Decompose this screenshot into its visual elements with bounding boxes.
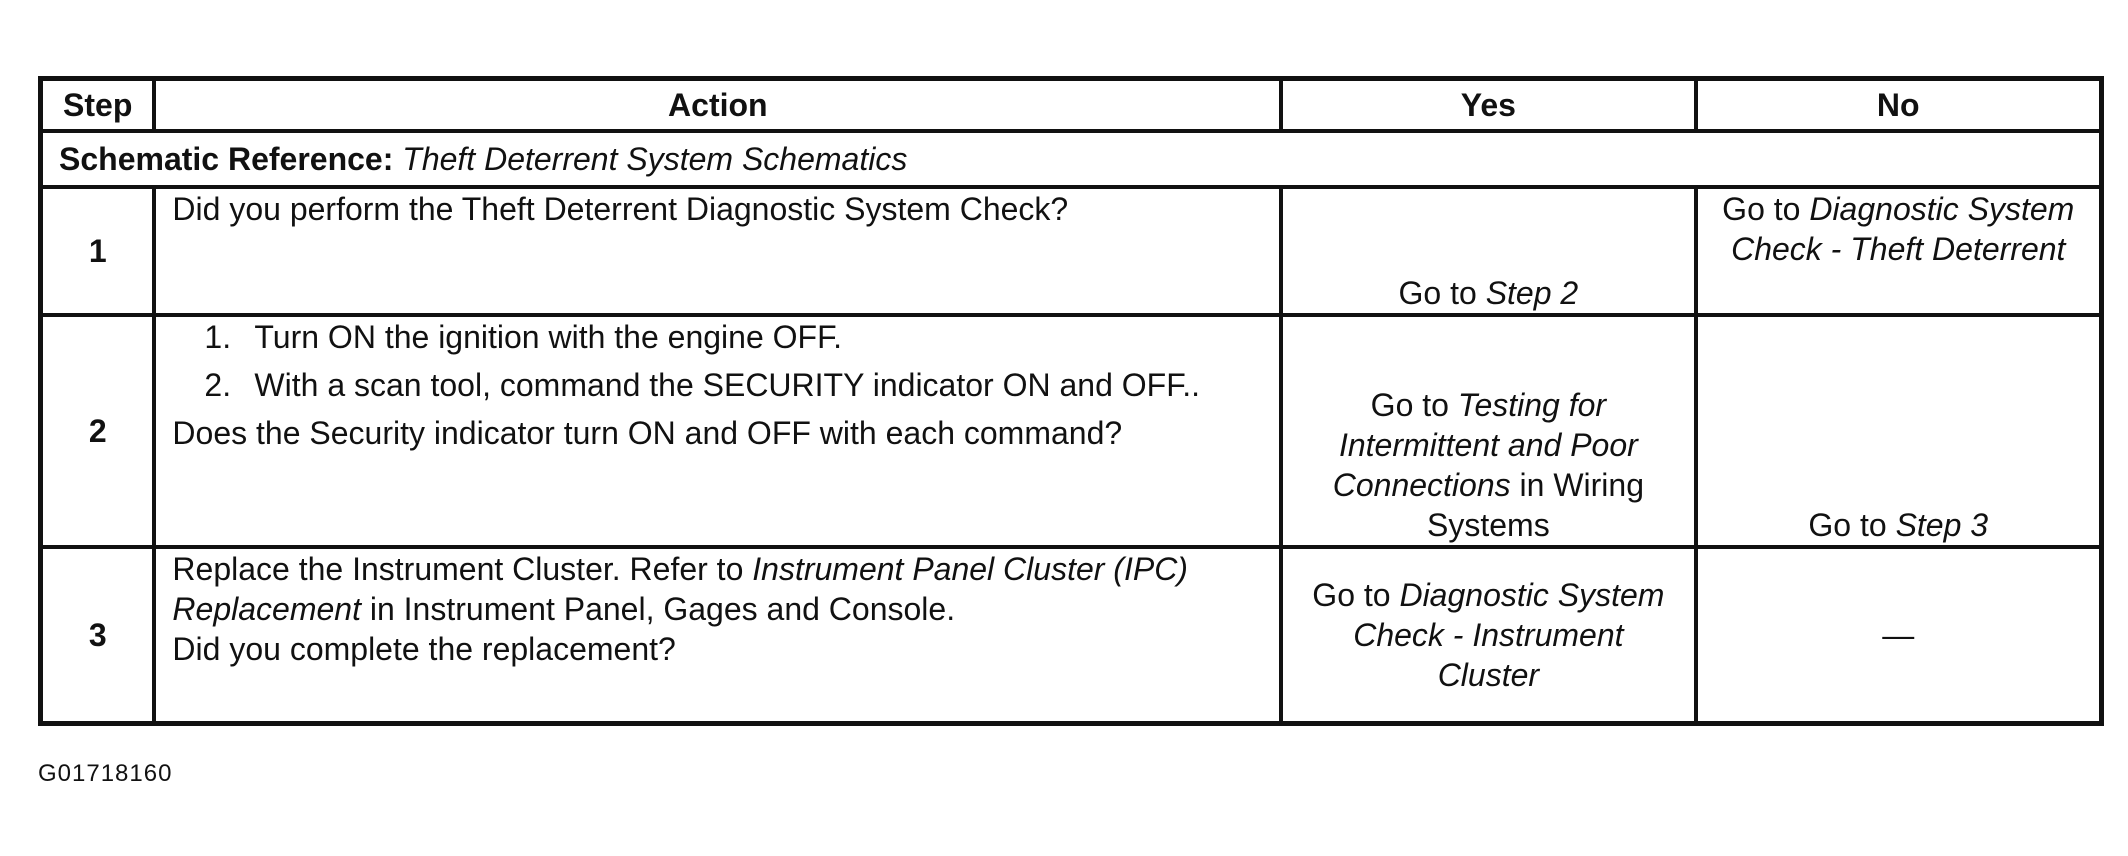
question-text: Does the Security indicator turn ON and OFF with each command? xyxy=(172,415,1123,451)
schematic-reference-row xyxy=(41,131,2102,187)
header-yes: Yes xyxy=(1281,79,1695,132)
yes-suffix: in Wiring Systems xyxy=(1427,467,1644,543)
table-row xyxy=(41,187,2102,315)
yes-cell xyxy=(1281,315,1695,547)
action-instruction xyxy=(172,549,1263,629)
header-step: Step xyxy=(41,79,155,132)
yes-prefix: Go to xyxy=(1312,576,1400,613)
yes-prefix: Go to xyxy=(1398,275,1486,311)
schematic-reference-cell xyxy=(41,131,2102,187)
action-link[interactable]: Instrument Panel Cluster (IPC) Replacement xyxy=(172,551,1188,627)
no-cell xyxy=(1696,547,2102,723)
action-prefix: Replace the Instrument Cluster. Refer to xyxy=(172,551,753,587)
schematic-reference-link[interactable]: Theft Deterrent System Schematics xyxy=(402,141,908,177)
substep-text: Turn ON the ignition with the engine OFF. xyxy=(254,319,842,355)
no-cell xyxy=(1696,187,2102,315)
yes-cell xyxy=(1281,187,1695,315)
action-cell xyxy=(154,547,1281,723)
no-link[interactable]: Diagnostic System Check - Theft Deterrent xyxy=(1731,191,2075,267)
diagnostic-table xyxy=(38,76,2104,726)
header-row xyxy=(41,79,2102,132)
table-row xyxy=(41,315,2102,547)
yes-prefix: Go to xyxy=(1370,387,1458,423)
action-cell xyxy=(154,187,1281,315)
step-number: 2 xyxy=(41,315,155,547)
question-text: Did you complete the replacement? xyxy=(172,631,676,667)
step-number: 1 xyxy=(41,187,155,315)
figure-id: G01718160 xyxy=(38,760,173,787)
action-text: Did you perform the Theft Deterrent Diagnostic System Check? xyxy=(172,191,1069,227)
substep-list xyxy=(172,317,1263,405)
no-dash: — xyxy=(1882,616,1915,653)
substep-item xyxy=(172,365,1263,405)
no-prefix: Go to xyxy=(1808,507,1896,543)
substep-item xyxy=(172,317,1263,357)
yes-link[interactable]: Testing for Intermittent and Poor Connections xyxy=(1332,387,1638,503)
action-cell xyxy=(154,315,1281,547)
table-row xyxy=(41,547,2102,723)
header-no: No xyxy=(1696,79,2102,132)
yes-link[interactable]: Step 2 xyxy=(1485,275,1579,311)
action-suffix: in Instrument Panel, Gages and Console. xyxy=(360,591,956,627)
header-action: Action xyxy=(154,79,1281,132)
no-link[interactable]: Step 3 xyxy=(1895,507,1989,543)
step-number: 3 xyxy=(41,547,155,723)
substep-number: 2. xyxy=(204,367,232,403)
yes-cell xyxy=(1281,547,1695,723)
substep-text: With a scan tool, command the SECURITY indicator ON and OFF.. xyxy=(254,367,1200,403)
schematic-reference-label: Schematic Reference: xyxy=(59,141,394,177)
no-cell xyxy=(1696,315,2102,547)
yes-link[interactable]: Diagnostic System Check - Instrument Cluster xyxy=(1353,576,1665,693)
no-prefix: Go to xyxy=(1722,191,1810,227)
substep-number: 1. xyxy=(204,319,232,355)
